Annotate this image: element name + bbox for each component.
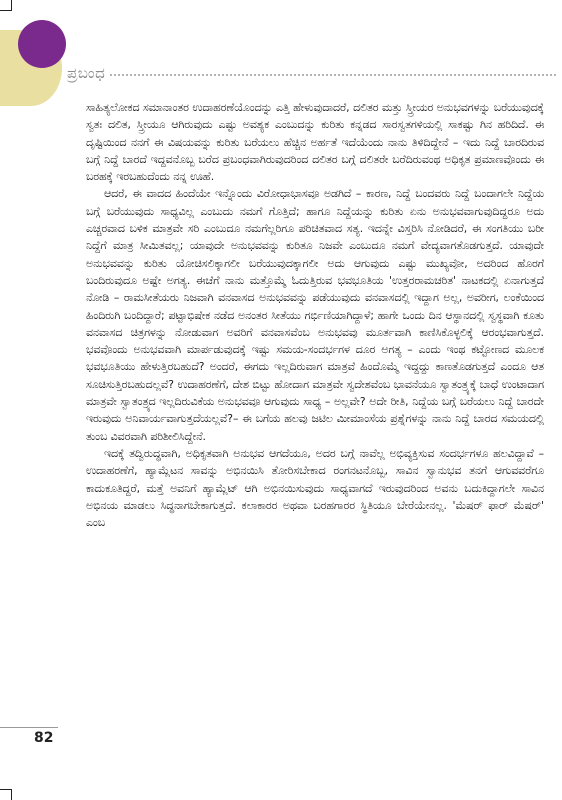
paragraph-1: ಸಾಹಿತ್ಯಲೋಕದ ಸಮಾನಾಂತರ ಉದಾಹರಣೆಯೊಂದನ್ನು ಎತ್ತಿ ಹೇಳುವುದಾದರೆ, ದಲಿತರ ಮತ್ತು ಸ್ತ್ರೀಯರ ಅನುಭವಗಳನ್ನು ಬರೆಯುವುದಕ್ಕೆ ಸ್ವತಃ ದಲಿತ, ಸ್ತ್ರೀಯೂ ಆಗಿರುವುದು ಎಷ್ಟು ಅವಶ್ಯಕ ಎಂಬುದನ್ನು ಕುರಿತು ಕನ್ನಡದ ಸಾರಸ್ವತಗಳಿಯಲ್ಲಿ ಸಾಕಷ್ಟು ಗಿನ ಹರಿದಿದೆ. ಈ ದೃಷ್ಟಿಯಿಂದ ನನಗೆ ಈ ವಿಷಯವನ್ನು ಕುರಿತು ಬರೆಯಲು ಹೆಚ್ಚಿನ ಅರ್ಹತೆ ಇದೆಯೆಂದು ನಾನು ತಿಳಿದಿದ್ದೇನೆ – ಇದು ನಿದ್ದೆ ಬಾರದಿರುವ ಬಗ್ಗೆ ನಿದ್ದೆ ಬಾರದೆ ಇದ್ದವನೊಬ್ಬ ಬರೆದ ಪ್ರಬಂಧವಾಗಿರುವುದರಿಂದ ದಲಿತರ ಬಗ್ಗೆ ದಲಿತರೇ ಬರೆದಿರುವಂಥ ಅಧಿಕೃತ ಪ್ರಮಾಣವೊಂದು ಈ ಬರಹಕ್ಕೆ ಇರಬಹುದೆಂದು ನನ್ನ ಊಹೆ. — [86, 101, 544, 184]
body-text — [86, 99, 544, 531]
header-dotted-rule — [110, 74, 556, 76]
decorative-purple-circle — [18, 20, 66, 68]
paragraph-3: ಇದಕ್ಕೆ ತದ್ವಿರುದ್ಧವಾಗಿ, ಅಧಿಕೃತವಾಗಿ ಅನುಭವ ಆಗದೆಯೂ, ಅದರ ಬಗ್ಗೆ ನಾವೆಲ್ಲ ಅಭಿವ್ಯಕ್ತಿಸುವ ಸಂದರ್ಭಗಳೂ ಹಲವಿದ್ದಾವೆ – ಉದಾಹರಣೆಗೆ, ಹ್ಯಾಮ್ಲೆಟನ ಸಾವನ್ನು ಅಭಿನಯಿಸಿ ತೋರಿಸಬೇಕಾದ ರಂಗನಟನೊಬ್ಬ, ಸಾವಿನ ಸ್ವಾನುಭವ ತನಗೆ ಆಗುವವರೆಗೂ ಕಾದುಕೂತಿದ್ದರೆ, ಮತ್ತೆ ಅವನಿಗೆ ಹ್ಯಾಮ್ಲೆಟ್ ಆಗಿ ಅಭಿನಯಿಸುವುದು ಸಾಧ್ಯವಾಗದೆ ಇರುವುದರಿಂದ ಅವನು ಬದುಕಿದ್ದಾಗಲೇ ಸಾವಿನ ಅಭಿನಯ ಮಾಡಲು ಸಿದ್ಧನಾಗಬೇಕಾಗುತ್ತದೆ. ಕಲಾಕಾರರ ಅಥವಾ ಬರಹಗಾರರ ಸ್ಥಿತಿಯೂ ಬೇರೆಯೇನಲ್ಲ. 'ಮೆಷರ್ ಫಾರ್ ಮೆಷರ್' ಎಂಬ — [86, 446, 544, 530]
footer-rule — [0, 727, 58, 728]
page-number: 82 — [34, 730, 54, 746]
crop-mark-bottom-horizontal — [0, 789, 12, 790]
crop-mark-top — [11, 0, 12, 10]
crop-mark-bottom — [11, 790, 12, 800]
section-title: ಪ್ರಬಂಧ — [67, 64, 106, 82]
paragraph-2: ಆದರೆ, ಈ ವಾದದ ಹಿಂದೆಯೇ ಇನ್ನೊಂದು ವಿರೋಧಾಭಾಸವೂ ಅಡಗಿದೆ – ಕಾರಣ, ನಿದ್ದೆ ಬಂದವರು ನಿದ್ದೆ ಬಂದಾಗಲೇ ನಿದ್ದೆಯ ಬಗ್ಗೆ ಬರೆಯುವುದು ಸಾಧ್ಯವಿಲ್ಲ ಎಂಬುದು ನಮಗೆ ಗೊತ್ತಿದೆ; ಹಾಗೂ ನಿದ್ದೆಯನ್ನು ಕುರಿತು ಏನು ಅನುಭವವಾಗುವುದಿದ್ದರೂ ಅದು ಎಚ್ಚರವಾದ ಬಳಿಕ ಮಾತ್ರವೇ ಸರಿ ಎಂಬುದೂ ನಮಗೆಲ್ಲರಿಗೂ ಪರಿಚಿತವಾದ ಸತ್ಯ. ಇದನ್ನೇ ವಿಸ್ತರಿಸಿ ನೋಡಿದರೆ, ಈ ಸಂಗತಿಯು ಬರೀ ನಿದ್ದೆಗೆ ಮಾತ್ರ ಸೀಮಿತವಲ್ಲ; ಯಾವುದೇ ಅನುಭವವನ್ನು ಕುರಿತೂ ನಿಜವೇ ಎಂಬುದೂ ನಮಗೆ ವೇದ್ಯವಾಗತೊಡಗುತ್ತದೆ. ಯಾವುದೇ ಅನುಭವವನ್ನು ಕುರಿತು ಯೋಚಿಸಲಿಕ್ಕಾಗಲೀ ಬರೆಯುವುದಕ್ಕಾಗಲೀ ಅದು ಆಗುವುದು ಎಷ್ಟು ಮುಖ್ಯವೋ, ಅದರಿಂದ ಹೊರಗೆ ಬಂದಿರುವುದೂ ಅಷ್ಟೇ ಅಗತ್ಯ. ಈಚೆಗೆ ನಾನು ಮತ್ತೊಮ್ಮೆ ಓದುತ್ತಿರುವ ಭವಭೂತಿಯ 'ಉತ್ತರರಾಮಚರಿತ' ನಾಟಕದಲ್ಲಿ ಏನಾಗುತ್ತದೆ ನೋಡಿ – ರಾಮಸೀತೆಯರು ನಿಜವಾಗಿ ವನವಾಸದ ಅನುಭವವನ್ನು ಪಡೆಯುವುದು ವನವಾಸದಲ್ಲಿ ಇದ್ದಾಗ ಅಲ್ಲ, ಅವರೀಗ, ಲಂಕೆಯಿಂದ ಹಿಂದಿರುಗಿ ಬಂದಿದ್ದಾರೆ; ಪಟ್ಟಾಭಿಷೇಕ ನಡೆದ ಅನಂತರ ಸೀತೆಯು ಗರ್ಭಿಣಿಯಾಗಿದ್ದಾಳೆ; ಹಾಗೇ ಒಂದು ದಿನ ಆಸ್ಥಾನದಲ್ಲಿ ಸ್ವಸ್ಥವಾಗಿ ಕೂತು ವನವಾಸದ ಚಿತ್ರಗಳನ್ನು ನೋಡುವಾಗ ಅವರಿಗೆ ವನವಾಸವೆಂಬ ಅನುಭವವು ಮೂರ್ತವಾಗಿ ಕಾಣಿಸಿಕೊಳ್ಳಲಿಕ್ಕೆ ಆರಂಭವಾಗುತ್ತದೆ. ಭವವೊಂದು ಅನುಭವವಾಗಿ ಮಾರ್ಪಡುವುದಕ್ಕೆ ಇಷ್ಟು ಸಮಯ-ಸಂದರ್ಭಗಳ ದೂರ ಅಗತ್ಯ – ಎಂದು ಇಂಥ ಕಟ್ಟೋಣದ ಮೂಲಕ ಭವಭೂತಿಯು ಹೇಳುತ್ತಿರಬಹುದೆ? ಅಂದರೆ, ಈಗದು ಇಲ್ಲದಿರುವಾಗ ಮಾತ್ರವೆ ಹಿಂದೊಮ್ಮೆ ಇದ್ದದ್ದು ಕಾಣತೊಡಗುತ್ತದೆ ಎಂದೂ ಆತ ಸೂಚಿಸುತ್ತಿರಬಹುದಲ್ಲವೆ? ಉದಾಹರಣೆಗೆ, ದೇಶ ಬಿಟ್ಟು ಹೋದಾಗ ಮಾತ್ರವೇ ಸ್ವದೇಶವೆಂಬ ಭಾವನೆಯೂ ಸ್ವಾತಂತ್ರ್ಯಕ್ಕೆ ಬಾಧೆ ಉಂಟಾದಾಗ ಮಾತ್ರವೇ ಸ್ವಾತಂತ್ರ್ಯದ ಇಲ್ಲದಿರುವಿಕೆಯ ಅನುಭವವೂ ಆಗುವುದು ಸಾಧ್ಯ – ಅಲ್ಲವೇ? ಅದೇ ರೀತಿ, ನಿದ್ದೆಯ ಬಗ್ಗೆ ಬರೆಯಲು ನಿದ್ದೆ ಬಾರದೇ ಇರುವುದು ಅನಿವಾರ್ಯವಾಗುತ್ತದೆಯಲ್ಲವೆ?– ಈ ಬಗೆಯ ಹಲವು ಜಟಿಲ ಮೀಮಾಂಸೆಯ ಪ್ರಶ್ನೆಗಳನ್ನು ನಾನು ನಿದ್ದೆ ಬಾರದ ಸಮಯದಲ್ಲಿ ತುಂಬ ವಿವರವಾಗಿ ಪರಿಶೀಲಿಸಿದ್ದೇನೆ. — [86, 187, 544, 443]
crop-mark-top-horizontal — [0, 10, 12, 11]
